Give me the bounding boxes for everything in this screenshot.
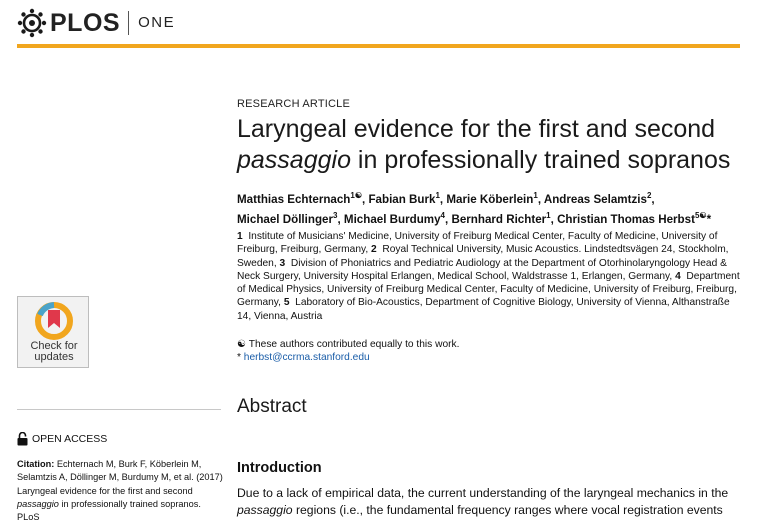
affil-number: 2: [371, 244, 377, 256]
title-italic: passaggio: [237, 146, 351, 174]
author-name[interactable]: Bernhard Richter: [451, 212, 547, 226]
open-access-label: OPEN ACCESS: [32, 433, 108, 445]
check-line2: updates: [34, 351, 74, 363]
affil-number: 4: [675, 270, 681, 282]
open-lock-icon: [17, 432, 28, 446]
introduction-heading: Introduction: [237, 460, 322, 476]
citation-text-end: in professionally trained sopranos. PLoS: [17, 498, 201, 523]
open-access-badge: [17, 432, 107, 446]
plos-one-logo[interactable]: [17, 8, 175, 38]
header-accent-bar: [17, 44, 740, 48]
author-name[interactable]: Matthias Echternach: [237, 192, 351, 206]
affil-text: Institute of Musicians' Medicine, University of Freiburg Medical Center, Faculty of Medicine, University of Freiburg, Freiburg, Germany,: [237, 231, 718, 256]
author-sup: 3: [333, 210, 338, 220]
affiliations: [237, 230, 742, 323]
author-sup: 1: [435, 191, 440, 200]
author-name[interactable]: Marie Köberlein: [446, 192, 534, 206]
check-for-updates-button[interactable]: [17, 296, 89, 368]
logo-divider: [128, 11, 129, 35]
affil-text: Division of Phoniatrics and Pediatric Audiology at the Department of Otorhinolaryngology Head & Neck Surgery, University Hospital Erlangen, Medical School, Waldstrasse 1, Erlangen, Germany,: [237, 257, 727, 282]
author-list: Matthias Echternach$^{1☯}$, Fabian Burk$^1$, Marie Köberlein$^1$, Andreas Selamtzis$^2$, Michael Döllinger$^3$, Michael Burdumy$^4$, Bernhard Richter$^1$, Christian Thomas Herbst$^{5☯}$*: [237, 191, 712, 226]
check-updates-label: [18, 341, 90, 363]
citation-label: Citation:: [17, 459, 55, 469]
email-link[interactable]: herbst@ccrma.stanford.edu: [243, 352, 370, 364]
intro-italic: passaggio: [237, 503, 293, 517]
author-sup: 1☯: [350, 191, 363, 200]
article-type-label: RESEARCH ARTICLE: [237, 98, 351, 110]
affil-text: Department of Medical Physics, University of Freiburg Medical Center, Faculty of Medicine, University of Freiburg, Freiburg, Germany,: [237, 270, 740, 309]
title-part2: in professionally trained sopranos: [350, 146, 731, 174]
affil-number: 3: [279, 257, 286, 269]
equal-contribution-note: ☯ These authors contributed equally to this work.: [237, 339, 460, 350]
affil-text: Royal Technical University, Music Acoustics. Lindstedtsvägen 24, Stockholm, Sweden,: [237, 244, 729, 269]
introduction-paragraph: [237, 485, 742, 519]
intro-line1: Due to a lack of empirical data, the current understanding of the laryngeal mechanics in the: [237, 486, 729, 500]
plos-logo-icon: [17, 8, 47, 38]
corresponding-email-line: [237, 351, 742, 364]
citation-text: Echternach M, Burk F, Köberlein M, Selamtzis A, Döllinger M, Burdumy M, et al. (2017) Laryngeal evidence for the first and second: [17, 459, 223, 496]
intro-line2: regions (i.e., the fundamental frequency ranges where vocal registration events: [292, 503, 723, 517]
check-updates-icon: [34, 302, 74, 340]
email-prefix: *: [237, 352, 244, 364]
journal-header: [0, 0, 768, 46]
author-sup: 1: [546, 210, 551, 220]
author-sup: 1: [533, 191, 538, 200]
author-name[interactable]: Michael Döllinger: [237, 212, 333, 226]
sidebar-divider: [17, 409, 221, 410]
affil-text: Laboratory of Bio-Acoustics, Department of Cognitive Biology, University of Vienna, Althanstraße 14, Vienna, Austria: [237, 297, 730, 322]
author-sup: 2: [646, 191, 652, 200]
affil-number: 5: [283, 297, 290, 309]
author-notes: [237, 338, 742, 365]
check-line1: Check for: [30, 340, 78, 352]
author-sup: 5☯: [694, 210, 707, 220]
abstract-heading: Abstract: [237, 396, 307, 417]
author-name[interactable]: Andreas Selamtzis: [543, 192, 647, 206]
author-sup: 4: [440, 210, 445, 220]
logo-one-text: ONE: [138, 14, 176, 31]
corresponding-mark: *: [706, 212, 712, 226]
author-name[interactable]: Christian Thomas Herbst: [557, 212, 695, 226]
affil-number: 1: [237, 231, 243, 242]
article-title: [237, 114, 747, 176]
logo-plos-text: PLOS: [50, 9, 121, 37]
citation-block: [17, 458, 223, 524]
title-part1: Laryngeal evidence for the first and second: [237, 115, 716, 143]
citation-italic: passaggio: [17, 498, 59, 509]
author-name[interactable]: Fabian Burk: [368, 192, 436, 206]
author-name[interactable]: Michael Burdumy: [343, 212, 441, 226]
